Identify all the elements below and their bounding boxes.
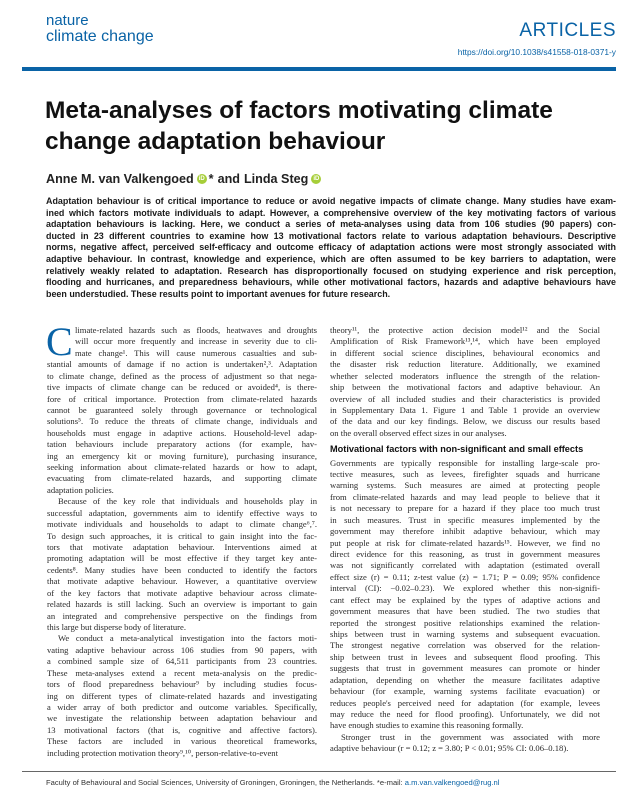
text-line: Amplification of Risk Framework¹³,¹⁴, which have been employed [330,336,600,347]
footer-rule [22,771,616,772]
text-line: seeking information about climate-related hazards or how to adapt, [47,462,317,473]
text-line: stantial amounts of damage if no action is undertaken²,³. Adaptation [47,359,317,370]
text-line: interval (CI): −0.02–0.23). We explored whether this non-signifi- [330,583,600,594]
abstract [46,196,616,300]
text-line: in different social science disciplines, behavioural economics and [330,347,600,358]
section-subheading: Motivational factors with non-significant and small effects [330,444,584,455]
orcid-icon[interactable]: iD [198,176,205,182]
drop-cap: C [46,319,73,364]
text-line: ing on different types of climate-related hazards and investigating [47,690,317,701]
text-line: These factors are included in various theoretical frameworks, [47,736,317,747]
text-line: have enough studies to examine this reasoning formally. [330,720,524,731]
text-line: in such measures. Trust in specific measures implemented by the [330,514,600,525]
text-line: from climate-related hazards and may lead people to believe that it [330,491,600,502]
text-line: of the data and our key findings. Below, we discuss our results based [330,416,600,427]
text-line: fore of critical importance. Protection from climate-related hazards [47,393,317,404]
affiliation-text: Faculty of Behavioural and Social Sciences, University of Groningen, Groningen, the Netherlands. *e-mail: [46,778,405,787]
text-line: motivate individuals and households to adapt to climate change⁶,⁷. [47,519,317,530]
text-line: evacuating from climate-related hazards, and supporting climate [47,473,317,484]
text-line: related hazards is still lacking. Such an overview is important to gain [47,599,317,610]
text-line: to climate change, defined as the process of adjustment so that nega- [47,370,317,381]
text-line: ships between trust in warning systems and subsequent evacuation. [330,628,600,639]
abstract-line: ducted in 23 different countries to examine how 13 motivational factors relate to various adaptation behaviours. Descriptive [46,230,616,241]
doi-link[interactable]: https://doi.org/10.1038/s41558-018-0371-y [457,47,616,57]
text-line: ing an emergency kit or moving furniture), purchasing insurance, [47,450,317,461]
text-line: Stronger trust in the government was associated with more [341,731,600,742]
title-line-1: Meta-analyses of factors motivating climate [45,97,553,124]
text-line: of the key factors that motivate adaptive behaviour across climate- [47,587,317,598]
abstract-line: norms, negative affect, perceived self-efficacy and outcome efficacy of adaptation actions were most strongly associated with [46,242,616,253]
text-line: mate change¹. This will cause numerous casualties and sub- [75,347,317,358]
text-line: government may therefore inhibit adaptive behaviour, which may [330,526,600,537]
text-line: tors that motivate adaptation behaviour. Interventions aimed at [47,542,317,553]
text-line: 13 motivational factors (that is, cognitive and affective factors). [47,724,317,735]
text-line: cant effect may be explained by the types of adaptive actions and [330,594,600,605]
text-line: adaptation, depending on whether the measure facilitates adaptive [330,674,600,685]
article-title [45,95,605,157]
corresponding-marker: * [208,172,214,186]
text-line: reduces people's perceived need for adaptation (for example, levees [330,697,600,708]
body-column-left [46,319,317,759]
author-list [46,172,323,186]
abstract-line: flooding and hurricanes, and preparedness behaviours, while other motivational factors, hazards and adaptive behaviours have [46,277,616,288]
email-link[interactable]: a.m.van.valkengoed@rug.nl [404,778,500,787]
text-line: in Supplementary Data 1. Figure 1 and Table 1 provide an overview [330,404,600,415]
text-line: tation behaviours include preparatory actions (for example, hav- [47,439,317,450]
text-line: tective measures, such as levees, firefighter squads and hurricane [330,469,600,480]
section-label: ARTICLES [519,20,616,41]
text-line: theory¹¹, the protective action decision model¹² and the Social [330,325,600,335]
orcid-icon[interactable]: iD [313,176,320,182]
text-line: may reduce the need for flood proofing). Unfortunately, we did not [330,708,600,719]
text-line: promoting adaptation will be most effective if they target key ante- [47,553,317,564]
text-line: successful adaptation, governments aim to identify effective ways to [47,507,317,518]
text-line: households must engage in adaptive actions. Household-level adap- [47,427,317,438]
abstract-line: been understudied. These results point to important avenues for future research. [46,288,391,299]
text-line: will occur more frequently and increase in severity due to cli- [75,336,317,347]
text-line: tors of flood preparedness behaviour⁹ by including studies focus- [47,679,317,690]
text-line: Because of the key role that individuals and households play in [58,496,317,507]
text-line: effect size (r) = 0.11; z-test value (z) = 1.71; P = 0.09; 95% confidence [330,571,600,582]
text-line: The strongest negative correlation was observed for the relation- [330,640,600,651]
abstract-line: relatively weakly related to adaptation. Research has disproportionally focused on studying experience and risk perception, [46,265,616,276]
author-name[interactable]: Linda Steg [243,172,309,186]
text-line: warning systems. Such measures are aimed at protecting people [330,480,600,491]
text-line: cedents⁸. Many studies have been conducted to identify the factors [47,564,317,575]
text-line: ship between trust in levees and subsequent flood proofing. This [330,651,600,662]
abstract-line: ined which factors motivate individuals to adapt. However, a comprehensive overview of the key motivating factors of various [46,207,616,218]
text-line: put people at risk for climate-related hazards¹⁵. However, we find no [330,537,600,548]
header-rule [22,67,616,71]
text-line: These meta-analyses extend a recent meta-analysis on the predic- [47,667,317,678]
text-line: including protection motivation theory⁹,¹⁰, person-relative-to-event [47,747,278,758]
text-line: behaviour (for example, warning systems facilitate evacuation) or [330,686,600,697]
text-line: adaptive behaviour (r = 0.12; z = 3.80; P < 0.01; 95% CI: 0.06–0.18). [330,743,569,754]
text-line: limate-related hazards such as floods, heatwaves and droughts [75,325,317,335]
text-line: was not significantly correlated with adaptation (estimated overall [330,560,600,571]
author-conjunction: and [217,172,240,186]
text-line: the disaster risk reduction literature. Additionally, we examined [330,359,600,370]
text-line: ship between the motivational factors and adaptive behaviour. An [330,382,600,393]
text-line: tive impacts of climate change can be reduced or avoided⁴, is there- [47,382,317,393]
text-line: government measures that have been studied. The two studies that [330,606,600,617]
text-line: this large but disperse body of literature. [47,621,186,632]
title-line-2: change adaptation behaviour [45,128,386,155]
abstract-line: adaptive behaviour. In contrast, knowledge and experience, which are often assumed to be key barriers to adaptation, were [46,253,616,264]
text-line: reported the strongest positive relationships examined the relation- [330,617,600,628]
text-line: a combined sample size of 64,511 participants from 23 countries. [47,656,317,667]
footer-affiliation [46,778,499,787]
journal-name-line1: nature [46,12,89,29]
text-line: vating adaptive behaviour across 106 studies from 90 papers, with [47,644,317,655]
journal-logo[interactable] [46,13,154,45]
text-line: adaptation policies. [47,484,114,495]
text-line: suggests that trust in government measures can promote or hinder [330,663,600,674]
text-line: an integrated and comprehensive perspective on the findings from [47,610,317,621]
text-line: that motivate adaptive behaviour. However, a quantitative overview [47,576,317,587]
text-line: is not necessary to prepare for a hazard if they place too much trust [330,503,600,514]
text-line: Governments are typically responsible for installing large-scale pro- [330,457,600,468]
text-line: solutions⁵. To reduce the threats of climate change, individuals and [47,416,317,427]
text-line: whether selected moderators influence the strength of the relation- [330,370,600,381]
text-line: We conduct a meta-analytical investigation into the factors moti- [58,633,317,644]
text-line: we investigate the relationship between adaptation behaviour and [47,713,317,724]
text-line: on the overall observed effect sizes in our analyses. [330,427,507,438]
journal-name-line2: climate change [46,28,154,45]
text-line: cannot be guaranteed solely through governance or technological [47,404,317,415]
abstract-line: Adaptation behaviour is of critical importance to reduce or avoid negative impacts of climate change. Many studies have exam- [46,196,616,206]
body-column-right [330,325,600,755]
author-name[interactable]: Anne M. van Valkengoed [46,172,194,186]
text-line: To design such approaches, it is critical to gain insight into the fac- [47,530,317,541]
text-line: overview of all included studies and their characteristics is provided [330,393,600,404]
abstract-line: adaptation behaviours is lacking. Here, we conduct a series of meta-analyses using data from 106 studies (90 papers) con- [46,219,616,230]
text-line: a wider array of both predictor and outcome variables. Specifically, [47,701,317,712]
text-line: direct evidence for this reasoning, as trust in government measures [330,549,600,560]
